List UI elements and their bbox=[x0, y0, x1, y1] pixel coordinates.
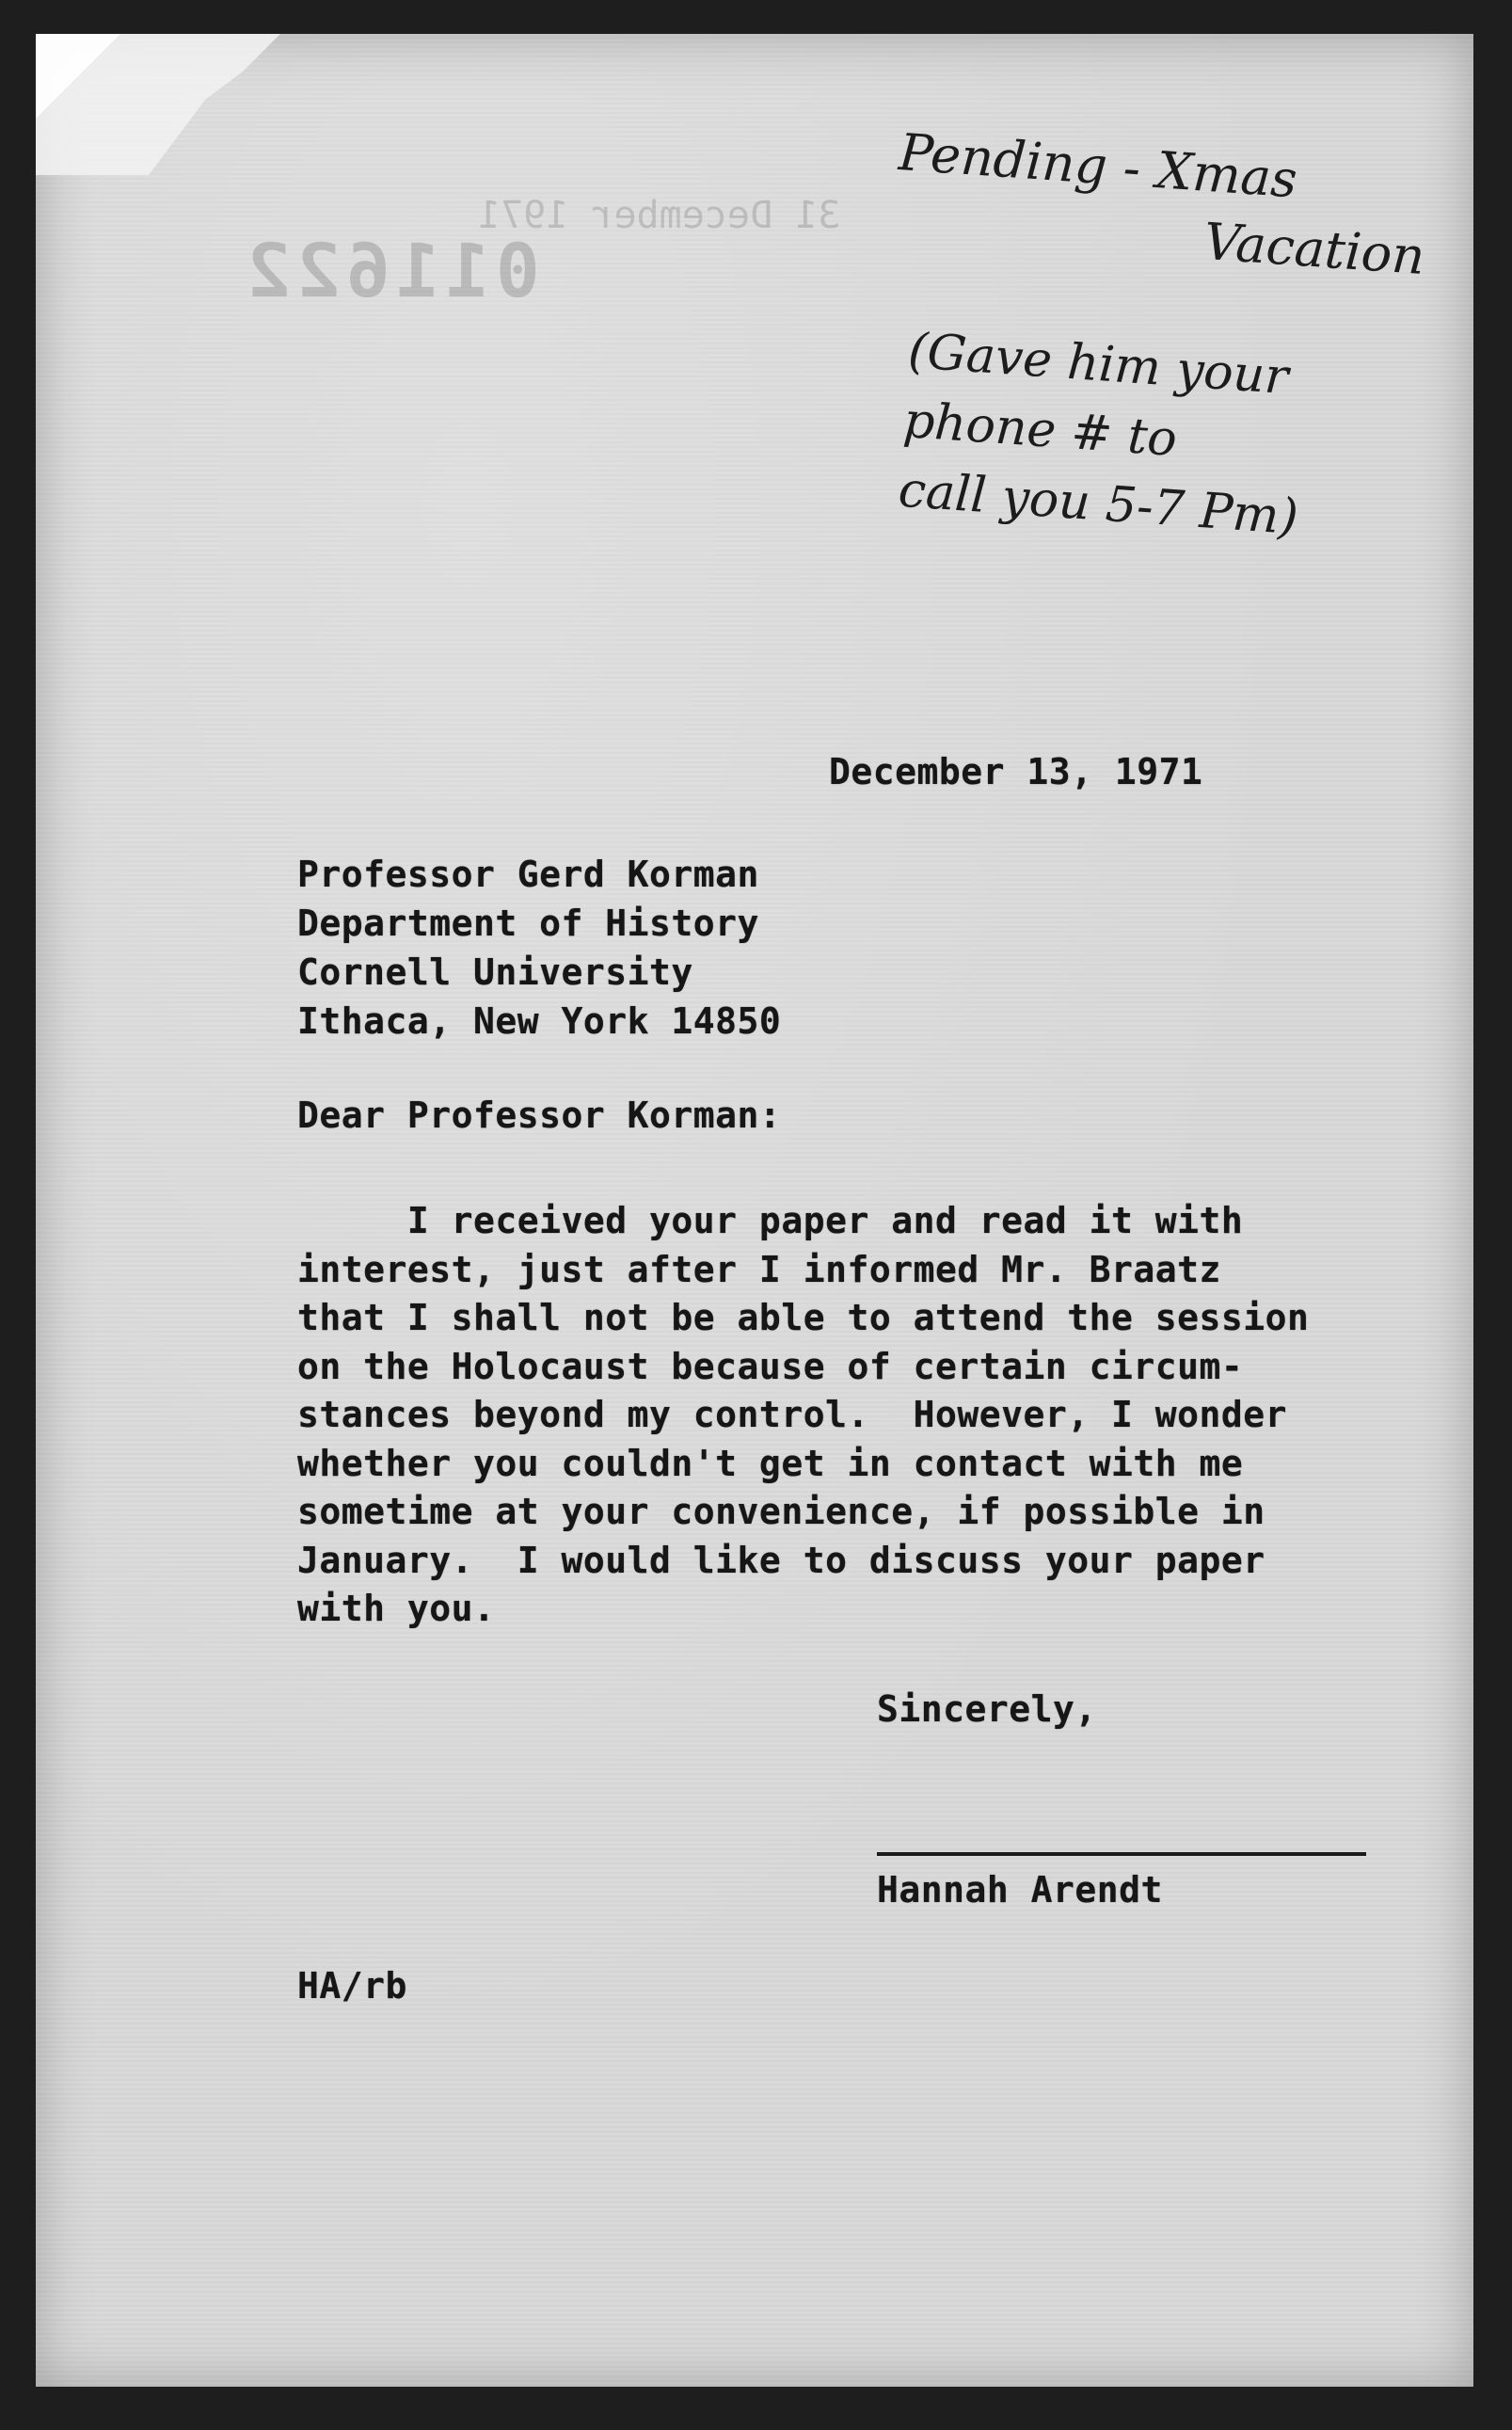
recipient-institution: Cornell University bbox=[297, 951, 693, 993]
note-line: Pending - Xmas bbox=[897, 121, 1299, 210]
typist-initials: HA/rb bbox=[297, 1965, 407, 2006]
body-line: January. I would like to discuss your paper bbox=[297, 1539, 1265, 1581]
note-line: phone # to bbox=[901, 392, 1179, 468]
recipient-address bbox=[297, 850, 781, 1046]
body-line: whether you couldn't get in contact with me bbox=[297, 1442, 1244, 1484]
body-line: that I shall not be able to attend the session bbox=[297, 1297, 1310, 1338]
handwritten-note bbox=[892, 119, 1432, 291]
signature-line bbox=[877, 1852, 1366, 1856]
letter-date: December 13, 1971 bbox=[829, 751, 1203, 792]
recipient-city: Ithaca, New York 14850 bbox=[297, 1000, 782, 1042]
note-line: (Gave him your bbox=[906, 322, 1291, 407]
handwritten-note-parenthetical bbox=[897, 316, 1311, 552]
body-line: stances beyond my control. However, I wonder bbox=[297, 1394, 1288, 1435]
salutation: Dear Professor Korman: bbox=[297, 1095, 782, 1136]
note-line: call you 5-7 Pm) bbox=[897, 461, 1300, 547]
body-line: I received your paper and read it with bbox=[297, 1200, 1244, 1241]
body-line: sometime at your convenience, if possible in bbox=[297, 1491, 1265, 1532]
show-through-date: 31 December 1971 bbox=[478, 194, 841, 237]
letter-body bbox=[297, 1197, 1309, 1634]
signature-name: Hannah Arendt bbox=[877, 1869, 1163, 1910]
recipient-name: Professor Gerd Korman bbox=[297, 854, 759, 895]
show-through-number: 011622 bbox=[241, 230, 540, 314]
body-line: interest, just after I informed Mr. Braatz bbox=[297, 1248, 1221, 1290]
recipient-department: Department of History bbox=[297, 903, 759, 944]
body-line: on the Holocaust because of certain circum- bbox=[297, 1345, 1244, 1387]
torn-corner bbox=[36, 34, 280, 175]
body-line: with you. bbox=[297, 1588, 496, 1629]
letter-page bbox=[36, 34, 1473, 2387]
closing: Sincerely, bbox=[877, 1688, 1097, 1730]
note-line: Vacation bbox=[1202, 211, 1427, 287]
